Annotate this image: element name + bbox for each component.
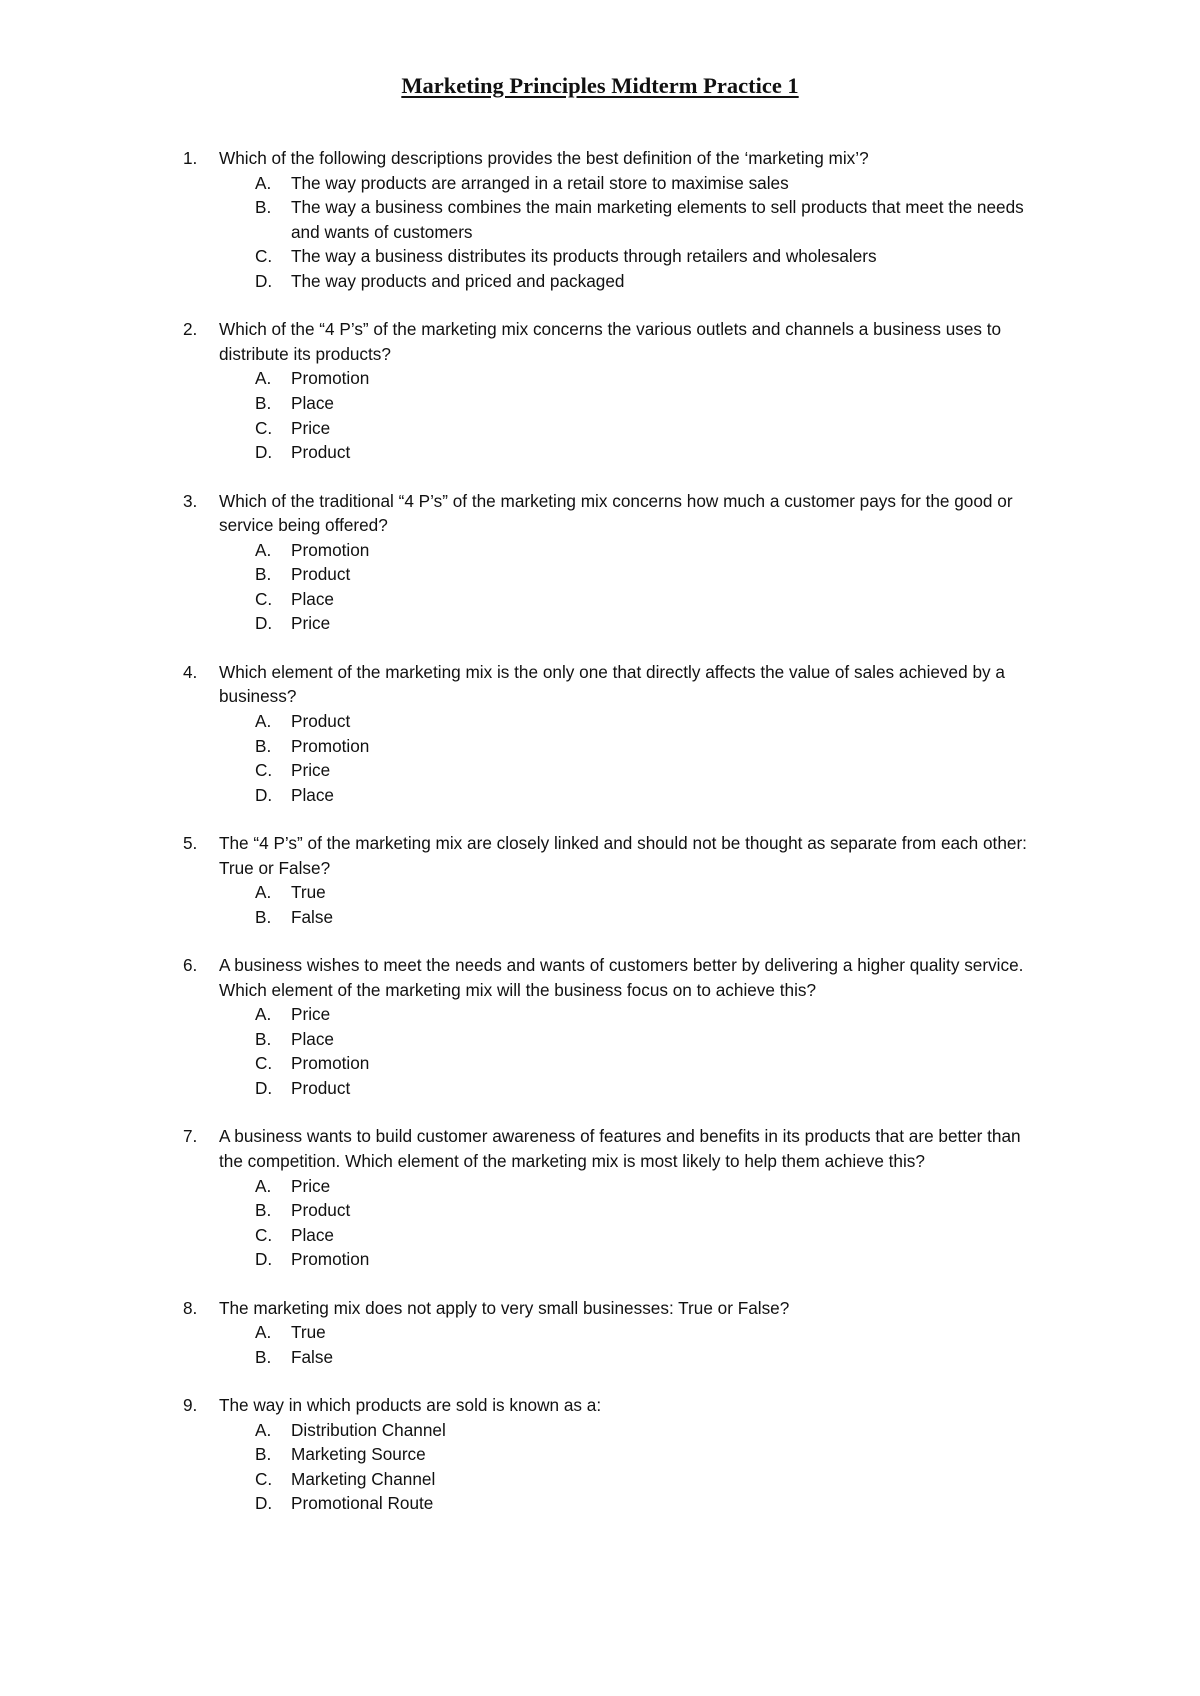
- question-text: Which of the following descriptions provides the best definition of the ‘marketing mix’?: [219, 148, 869, 168]
- option-list: [219, 171, 1030, 294]
- option-letter: B.: [255, 393, 272, 414]
- option-letter: C.: [255, 1053, 273, 1074]
- answer-option: [219, 366, 1030, 391]
- answer-option: [219, 1002, 1030, 1027]
- option-text: The way a business combines the main marketing elements to sell products that meet the needs and wants of customers: [291, 197, 1024, 242]
- option-letter: B.: [255, 1200, 272, 1221]
- option-text: Promotional Route: [291, 1493, 434, 1514]
- question-text: Which of the traditional “4 P’s” of the marketing mix concerns how much a customer pays for the good or service being offered?: [219, 490, 1013, 536]
- option-letter: C.: [255, 588, 273, 609]
- option-letter: B.: [255, 1444, 272, 1465]
- option-letter: C.: [255, 1468, 273, 1489]
- page-title-text: Marketing Principles Midterm Practice 1: [401, 73, 799, 98]
- question-item: [0, 831, 1200, 929]
- question-item: [0, 1296, 1200, 1370]
- question-item: [0, 660, 1200, 808]
- answer-option: [219, 734, 1030, 759]
- option-text: Promotion: [291, 368, 370, 389]
- question-number: 9.: [183, 1395, 198, 1416]
- option-letter: C.: [255, 760, 273, 781]
- option-text: Price: [291, 1004, 331, 1025]
- option-letter: D.: [255, 1493, 273, 1514]
- option-letter: B.: [255, 1346, 272, 1367]
- question-number: 5.: [183, 833, 198, 853]
- option-list: [219, 1174, 1030, 1272]
- option-letter: A.: [255, 172, 272, 193]
- option-letter: A.: [255, 1419, 272, 1440]
- answer-option: [219, 1442, 1030, 1467]
- option-text: Promotion: [291, 735, 370, 756]
- answer-option: [219, 758, 1030, 783]
- answer-option: [219, 709, 1030, 734]
- option-text: The way products are arranged in a retail store to maximise sales: [291, 172, 789, 193]
- option-letter: B.: [255, 906, 272, 927]
- option-letter: A.: [255, 368, 272, 389]
- option-list: [219, 538, 1030, 636]
- option-text: The way a business distributes its products through retailers and wholesalers: [291, 246, 877, 267]
- question-item: [0, 146, 1200, 294]
- answer-option: [219, 1467, 1030, 1492]
- option-letter: A.: [255, 710, 272, 731]
- option-letter: A.: [255, 1004, 272, 1025]
- answer-option: [219, 538, 1030, 563]
- answer-option: [219, 1247, 1030, 1272]
- option-text: Product: [291, 442, 351, 463]
- option-text: False: [291, 906, 334, 927]
- option-text: True: [291, 882, 326, 903]
- option-text: Product: [291, 710, 351, 731]
- option-letter: A.: [255, 1322, 272, 1343]
- answer-option: [219, 1418, 1030, 1443]
- answer-option: [219, 1223, 1030, 1248]
- option-text: Place: [291, 784, 334, 805]
- answer-option: [219, 171, 1030, 196]
- option-letter: D.: [255, 613, 273, 634]
- answer-option: [219, 1027, 1030, 1052]
- option-letter: B.: [255, 1028, 272, 1049]
- option-text: Price: [291, 760, 331, 781]
- option-text: Place: [291, 393, 334, 414]
- option-list: [219, 1418, 1030, 1516]
- answer-option: [219, 195, 1030, 244]
- answer-option: [219, 1345, 1030, 1370]
- question-item: [0, 1124, 1200, 1272]
- option-list: [219, 709, 1030, 807]
- question-list: [0, 146, 1200, 1540]
- option-text: Distribution Channel: [291, 1419, 446, 1440]
- option-list: [219, 366, 1030, 464]
- option-list: [219, 1002, 1030, 1100]
- option-letter: C.: [255, 246, 273, 267]
- answer-option: [219, 880, 1030, 905]
- option-letter: D.: [255, 270, 273, 291]
- question-item: [0, 953, 1200, 1101]
- question-text: The marketing mix does not apply to very small businesses: True or False?: [219, 1297, 790, 1318]
- option-text: Product: [291, 1078, 351, 1099]
- question-item: [0, 489, 1200, 637]
- option-text: Promotion: [291, 1249, 370, 1270]
- option-text: False: [291, 1346, 334, 1367]
- question-number: 1.: [183, 148, 198, 168]
- question-text: The “4 P’s” of the marketing mix are closely linked and should not be thought as separate from each other: True or False?: [219, 833, 1027, 878]
- option-text: The way products and priced and packaged: [291, 270, 625, 291]
- question-number: 6.: [183, 955, 198, 976]
- option-letter: D.: [255, 442, 273, 463]
- answer-option: [219, 587, 1030, 612]
- answer-option: [219, 440, 1030, 465]
- answer-option: [219, 1198, 1030, 1223]
- option-letter: A.: [255, 539, 272, 560]
- question-text: Which element of the marketing mix is the only one that directly affects the value of sales achieved by a business?: [219, 661, 1005, 707]
- option-letter: D.: [255, 784, 273, 805]
- option-text: True: [291, 1322, 326, 1343]
- option-list: [219, 880, 1030, 929]
- option-text: Place: [291, 1224, 334, 1245]
- option-letter: B.: [255, 564, 272, 585]
- option-letter: B.: [255, 735, 272, 756]
- answer-option: [219, 1076, 1030, 1101]
- option-text: Marketing Source: [291, 1444, 426, 1465]
- answer-option: [219, 783, 1030, 808]
- question-item: [0, 317, 1200, 465]
- option-text: Product: [291, 564, 351, 585]
- answer-option: [219, 1174, 1030, 1199]
- option-letter: A.: [255, 882, 272, 903]
- question-number: 8.: [183, 1297, 198, 1318]
- option-text: Product: [291, 1200, 351, 1221]
- option-text: Place: [291, 1028, 334, 1049]
- answer-option: [219, 391, 1030, 416]
- answer-option: [219, 611, 1030, 636]
- answer-option: [219, 1320, 1030, 1345]
- page-title: [0, 72, 1200, 100]
- answer-option: [219, 905, 1030, 930]
- option-text: Promotion: [291, 1053, 370, 1074]
- question-text: A business wants to build customer awareness of features and benefits in its products that are better than the competition. Which element of the marketing mix is most likely to help them achieve this?: [219, 1126, 1021, 1171]
- answer-option: [219, 244, 1030, 269]
- option-text: Place: [291, 588, 334, 609]
- question-number: 4.: [183, 661, 198, 682]
- option-letter: C.: [255, 1224, 273, 1245]
- answer-option: [219, 1491, 1030, 1516]
- option-text: Price: [291, 417, 331, 438]
- question-number: 7.: [183, 1126, 198, 1147]
- option-text: Price: [291, 1175, 331, 1196]
- answer-option: [219, 1051, 1030, 1076]
- option-list: [219, 1320, 1030, 1369]
- option-text: Price: [291, 613, 331, 634]
- question-text: A business wishes to meet the needs and wants of customers better by delivering a higher quality service. Which element of the marketing mix will the business focus on to achieve this?: [219, 955, 1024, 1000]
- question-text: Which of the “4 P’s” of the marketing mix concerns the various outlets and channels a business uses to distribute its products?: [219, 319, 1002, 364]
- question-text: The way in which products are sold is known as a:: [219, 1395, 602, 1416]
- answer-option: [219, 269, 1030, 294]
- question-item: [0, 1393, 1200, 1516]
- option-letter: B.: [255, 197, 272, 218]
- option-text: Marketing Channel: [291, 1468, 436, 1489]
- option-letter: D.: [255, 1078, 273, 1099]
- option-letter: A.: [255, 1175, 272, 1196]
- option-letter: D.: [255, 1249, 273, 1270]
- answer-option: [219, 562, 1030, 587]
- question-number: 3.: [183, 490, 198, 511]
- answer-option: [219, 416, 1030, 441]
- option-text: Promotion: [291, 539, 370, 560]
- option-letter: C.: [255, 417, 273, 438]
- question-number: 2.: [183, 319, 198, 340]
